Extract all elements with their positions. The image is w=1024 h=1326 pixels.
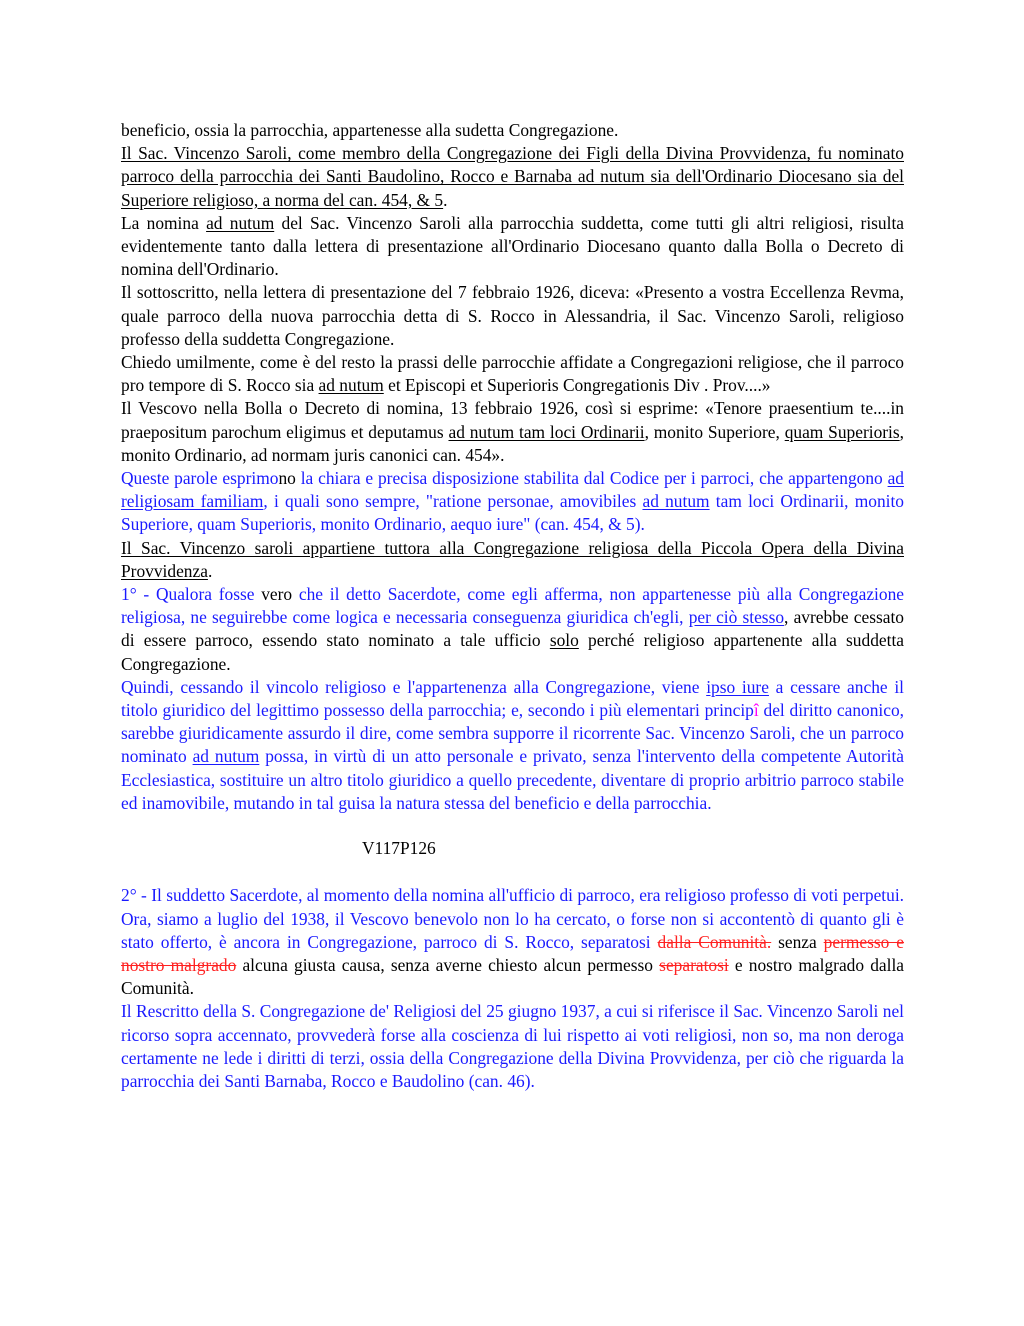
deleted-text: permesso e nostro malgrado bbox=[121, 931, 904, 975]
paragraph-4: Il sottoscritto, nella lettera di presentazione del 7 febbraio 1926, diceva: «Presento a vostra Eccellenza Revma, quale parroco della nuova parrocchia detta di S. Rocco in Alessandria, il Sac. Vincenzo Saroli, religioso professo della suddetta Congregazione. bbox=[121, 282, 904, 349]
page-reference: V117P126 bbox=[362, 838, 436, 859]
paragraph-6: Il Vescovo nella Bolla o Decreto di nomina, 13 febbraio 1926, così si esprime: «Tenore praesentium te....in praepositum parochum eligimus et deputamus ad nutum tam loci Ordinarii, monito Superiore, quam Superioris, monito Ordinario, ad normam juris canonici can. 454». bbox=[121, 398, 905, 465]
paragraph-11: 2° - Il suddetto Sacerdote, al momento della nomina all'ufficio di parroco, era religioso professo di voti perpetui. Ora, siamo a luglio del 1938, il Vescovo benevolo non lo ha cercato, o forse non si accontentò di quanto gli è stato offerto, è ancora in Congregazione, parroco di S. Rocco, separatosi dalla Comunità. senza permesso e nostro malgrado alcuna giusta causa, senza averne chiesto alcun permesso separatosi e nostro malgrado dalla Comunità. bbox=[121, 885, 905, 999]
paragraph-8: Il Sac. Vincenzo saroli appartiene tuttora alla Congregazione religiosa della Piccola Opera della Divina Provvidenza. bbox=[121, 537, 904, 581]
paragraph-3: La nomina ad nutum del Sac. Vincenzo Saroli alla parrocchia suddetta, come tutti gli altri religiosi, risulta evidentemente tanto dalla lettera di presentazione all'Ordinario Diocesano quanto dalla Bolla o Decreto di nomina dell'Ordinario. bbox=[121, 212, 905, 280]
deleted-text: separatosi bbox=[659, 954, 729, 975]
paragraph-12: Il Rescritto della S. Congregazione de' Religiosi del 25 giugno 1937, a cui si riferisce il Sac. Vincenzo Saroli nel ricorso sopra accennato, provvederà forse alla coscienza di lui rispetto ai voti religiosi, non so, ma non deroga certamente ne lede i diritti di terzi, ossia della Congregazione della Divina Provvidenza, per ciò che riguarda la parrocchia dei Santi Barnaba, Rocco e Baudolino (can. 46). bbox=[121, 1001, 904, 1091]
paragraph-2: Il Sac. Vincenzo Saroli, come membro della Congregazione dei Figli della Divina Provvidenza, fu nominato parroco della parrocchia dei Santi Baudolino, Rocco e Barnaba ad nutum sia dell'Ordinario Diocesano sia del Superiore religioso, a norma del can. 454, & 5. bbox=[121, 143, 904, 210]
paragraph-5: Chiedo umilmente, come è del resto la prassi delle parrocchie affidate a Congregazioni religiose, che il parroco pro tempore di S. Rocco sia ad nutum et Episcopi et Superioris Congregationis Div . Prov....» bbox=[121, 352, 904, 396]
deleted-text: dalla Comunità. bbox=[657, 931, 772, 952]
paragraph-10: Quindi, cessando il vincolo religioso e l'appartenenza alla Congregazione, viene ipso iure a cessare anche il titolo giuridico del legittimo possesso della parrocchia; e, secondo i più elementari principî del diritto canonico, sarebbe giuridicamente assurdo il dire, come sembra supporre il ricorrente Sac. Vincenzo Saroli, che un parroco nominato ad nutum possa, in virtù di un atto personale e privato, senza l'intervento della competente Autorità Ecclesiastica, sostituire un altro titolo giuridico a quello precedente, diventare di proprio arbitrio parroco stabile ed inamovibile, mutando in tal guisa la natura stessa del beneficio e della parrocchia. bbox=[121, 676, 904, 813]
underlined-statement: Il Sac. Vincenzo Saroli, come membro della Congregazione dei Figli della Divina Provvidenza, fu nominato parroco della parrocchia dei Santi Baudolino, Rocco e Barnaba ad nutum sia dell'Ordinario Diocesano sia del Superiore religioso, a norma del can. 454, & 5 bbox=[121, 143, 904, 210]
paragraph-9: 1° - Qualora fosse vero che il detto Sacerdote, come egli afferma, non appartenesse più alla Congregazione religiosa, ne seguirebbe come logica e necessaria conseguenza giuridica ch'egli, per ciò stesso, avrebbe cessato di essere parroco, essendo stato nominato a tale ufficio solo perché religioso appartenente alla suddetta Congregazione. bbox=[121, 584, 905, 674]
paragraph-1: beneficio, ossia la parrocchia, appartenesse alla sudetta Congregazione. bbox=[121, 120, 619, 140]
paragraph-7: Queste parole esprimono la chiara e precisa disposizione stabilita dal Codice per i parroci, che appartengono ad religiosam familiam, i quali sono sempre, "ratione personae, amovibiles ad nutum tam loci Ordinarii, monito Superiore, quam Superioris, monito Ordinario, aequo iure" (can. 454, & 5). bbox=[121, 468, 904, 535]
